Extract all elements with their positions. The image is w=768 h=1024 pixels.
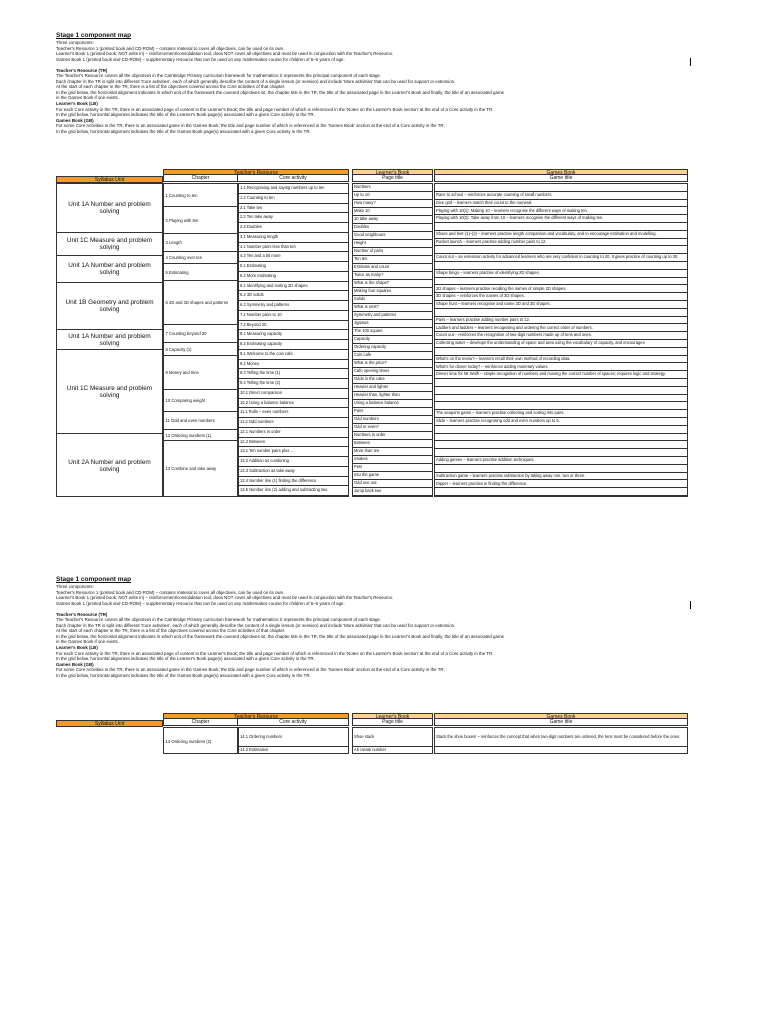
- chapter-cell: 13 Combine and take away: [164, 441, 237, 497]
- syllabus-unit-column: [56, 183, 163, 497]
- game-title-row: [435, 747, 687, 754]
- intro-heading: Learner's Book (LB): [56, 100, 98, 106]
- game-title-row: [435, 434, 687, 442]
- intro-line: In the grid below, the horizontal alignment indicates in which unit of the framework the covered objectives sit, the chapter title in the TR, the title of the associated page in the Learner's Book and finally, the title of an associated game: [56, 633, 505, 639]
- intro-line: In the grid below, the horizontal alignment indicates in which unit of the framework the covered objectives sit, the chapter title in the TR, the title of the associated page in the Learner's Book and finally, the title of an associated game: [56, 89, 505, 95]
- syllabus-unit-cell: Unit 1A Number and problem solving: [57, 256, 162, 283]
- learners-book-label: Learner's Book: [352, 169, 433, 175]
- chapter-cell: 5 Estimating: [164, 264, 237, 281]
- core-activity-row: 7.1 Number pairs to 10: [239, 311, 348, 321]
- intro-line: For each Core activity in the TR, there is an associated page of content in the Learner's Book; the title and page number of which is referenced in the 'Notes on the Learner's Book section' at the end of a Core activity in the TR.: [56, 106, 494, 112]
- game-title-row: [435, 223, 687, 231]
- core-activity-row: 2.2 Ten take away: [239, 213, 348, 223]
- chapter-header: Chapter: [163, 175, 238, 182]
- intro-line: in the Games Book if one exists.: [56, 639, 119, 645]
- core-activity-row: 6.2 3D solids: [239, 291, 348, 301]
- learners-book-header: [352, 169, 433, 182]
- game-title-row: [435, 309, 687, 317]
- chapter-cell: 9 Money and time: [164, 356, 237, 390]
- game-title-row: Dinner time for Mr Wolf! – simple recognition of numbers and moving the correct number of spaces; requires logic and strategy.: [435, 371, 687, 379]
- game-title-row: 3D shapes – reinforces the names of 3D shapes.: [435, 293, 687, 301]
- core-activity-row: 8.1 Measuring capacity: [239, 330, 348, 340]
- intro-line: Teacher's Resource 1 (printed book and CD-ROM) – contains material to cover all objectives, can be used on its own.: [56, 45, 285, 51]
- page-title-row: More than ten: [353, 448, 432, 456]
- syllabus-unit-cell: Unit 1C Measure and problem solving: [57, 233, 162, 256]
- game-title-row: [435, 426, 687, 434]
- syllabus-unit-cell: Unit 1C Measure and problem solving: [57, 350, 162, 434]
- core-activity-row: 1.2 Counting to ten: [239, 194, 348, 204]
- intro-line: Learner's Book 1 (printed book; NOT write in) – reinforcement/consolidation tool, does NOT cover all objectives and must be used in conjunction with the Teacher's Resource.: [56, 51, 394, 57]
- core-activity-row: 13.5 Number line (2) adding and subtracting two: [239, 486, 348, 496]
- game-title-row: [435, 441, 687, 449]
- games-book-label: Games Book: [434, 169, 688, 175]
- game-title-row: Slide – learners practise recognising odd and even numbers up to 6.: [435, 418, 687, 426]
- page-title-row: Number of pairs: [353, 248, 432, 256]
- intro-line: Learner's Book 1 (printed book; NOT write in) – reinforcement/consolidation tool, does NOT cover all objectives and must be used in conjunction with the Teacher's Resource.: [56, 595, 394, 601]
- game-title-row: Shoes and feet (1)–(2) – learners practise length comparison and vocabulary, and to encourage estimation and modelling.: [435, 231, 687, 239]
- intro-line: in the Games Book if one exists.: [56, 95, 119, 101]
- page-title-row: The 100 square: [353, 328, 432, 336]
- page-title-row: Odd numbers: [353, 416, 432, 424]
- page-title-row: Odd or even?: [353, 424, 432, 432]
- page-title-row: Shoe stack: [353, 728, 432, 747]
- game-title-header-2: Game title: [434, 719, 688, 726]
- core-activity-row: 9.1 Welcome to the coin cafe: [239, 350, 348, 360]
- intro-heading: Teacher's Resource (TR): [56, 611, 108, 617]
- intro-line: For some Core Activities in the TR, there is an associated game in the Games Book; the title and page number of which is referenced in the 'Games Book' section at the end of a Core activity in the TR.: [56, 123, 445, 129]
- page-title-row: Pets: [353, 464, 432, 472]
- core-activity-row: 8.2 Estimating capacity: [239, 340, 348, 350]
- game-title-row: 2D shapes – learners practise recalling the names of simple 2D shapes.: [435, 285, 687, 293]
- game-title-row: The seaports game – learners practise collecting and sorting into pairs.: [435, 410, 687, 418]
- page-title-row: Snakes: [353, 456, 432, 464]
- core-activity-row: 3.1 Measuring length: [239, 233, 348, 243]
- page-title-row: Symmetry and patterns: [353, 312, 432, 320]
- syllabus-unit-cell: Unit 1A Number and problem solving: [57, 330, 162, 350]
- page-title-row: Into the game: [353, 472, 432, 480]
- teachers-resource-header: [163, 169, 349, 182]
- chapter-cell: 10 Comparing weight: [164, 390, 237, 412]
- core-activity-row: 14.1 Ordering numbers: [239, 728, 348, 747]
- game-title-row: [435, 278, 687, 286]
- game-title-row: Race to school – reinforces accurate counting of small numbers.: [435, 192, 687, 200]
- game-title-row: Collecting water – develops the understanding of space and area using the vocabulary of capacity, and encourages: [435, 340, 687, 348]
- game-title-header: Game title: [434, 175, 688, 182]
- core-activity-row: 12.1 Numbers in order: [239, 428, 348, 438]
- learners-book-header-2: [352, 713, 433, 726]
- page-title: Stage 1 component map: [56, 32, 132, 39]
- game-title-row: Playing with 10(1): Making 10 – learners recognise the different ways of making ten.: [435, 207, 687, 215]
- page-title-row: Capacity: [353, 336, 432, 344]
- component-map-page-2: [0, 574, 768, 774]
- chapter-cell: 11 Odd and even numbers: [164, 412, 237, 430]
- game-title-row: Pairs – learners practise adding number pairs to 12.: [435, 317, 687, 325]
- chapter-column: [163, 183, 238, 497]
- core-activity-row: 9.2 Money: [239, 360, 348, 370]
- intro-line: For each Core activity in the TR, there is an associated page of content in the Learner's Book; the title and page number of which is referenced in the 'Notes on the Learner's Book section' at the end of a Core activity in the TR.: [56, 650, 494, 656]
- chapter-cell: 4 Counting over ten: [164, 252, 237, 264]
- core-activity-row: 12.2 Between: [239, 438, 348, 448]
- core-activity-row: 5.1 Estimating: [239, 262, 348, 272]
- intro-line: In the grid below, horizontal alignment indicates the title of the Games Book page(s) associated with a given Core activity in the TR.: [56, 672, 311, 678]
- chapter-cell: 6 2D and 3D shapes and patterns: [164, 281, 237, 325]
- page-title-row: Estimate and count: [353, 264, 432, 272]
- core-activity-row: 11.1 Rolls – even numbers: [239, 408, 348, 418]
- page-title-row: Jump back two: [353, 488, 432, 496]
- page-title-row: Making four squares: [353, 288, 432, 296]
- intro-line: Each chapter in the TR is split into different 'Core activities', each of which generally describe the content of a single lesson (or session) and include 'More activities' that can be used for support or extension.: [56, 622, 456, 628]
- intro-heading: Games Book (GB): [56, 117, 94, 123]
- game-title-row: Count out – an extension activity for advanced learners who are very confident in counting to 20. It gives practice of counting up to 30.: [435, 254, 687, 262]
- game-title-row: [435, 488, 687, 496]
- chapter-cell: 3 Length: [164, 234, 237, 252]
- page-title-row: All create number: [354, 747, 387, 753]
- chapter-cell: 12 Ordering numbers (1): [164, 430, 237, 441]
- page-title-row: Ordering capacity: [353, 344, 432, 352]
- core-activity-row: 6.1 Identifying and sorting 2D shapes: [239, 282, 348, 292]
- game-title-row: [435, 184, 687, 192]
- page-title-row: Jigsaws: [353, 320, 432, 328]
- core-activity-header: Core activity: [238, 175, 349, 182]
- intro-line: The Teacher's Resource covers all the objectives in the Cambridge Primary curriculum framework for mathematics; it represents the principal component of each stage.: [56, 617, 382, 623]
- game-title-column-2: [434, 727, 688, 754]
- page-title-row: Make 10: [353, 208, 432, 216]
- intro-line: The Teacher's Resource covers all the objectives in the Cambridge Primary curriculum framework for mathematics; it represents the principal component of each stage.: [56, 73, 382, 79]
- chapter-cell: 7 Counting beyond 20: [164, 325, 237, 343]
- syllabus-unit-cell: Unit 1B Geometry and problem solving: [57, 283, 162, 330]
- page-title-row: Ten ten: [353, 256, 432, 264]
- core-activity-column-2: [238, 727, 349, 754]
- syllabus-unit-header-2: Syllabus Unit: [56, 720, 163, 727]
- game-title-row: Shape hunt – learners recognise and name 2D and 3D shapes.: [435, 301, 687, 309]
- intro-line: At the start of each chapter in the TR, there is a list of the objectives covered across the Core activities of that chapter.: [56, 84, 286, 90]
- core-activity-row: 1.1 Recognising and saying numbers up to ten: [239, 184, 348, 194]
- intro-line: In the grid below, horizontal alignment indicates the title of the Learner's Book page(s) associated with a given Core activity in the TR.: [56, 112, 315, 118]
- game-title-row: Subtraction game – learners practise subtraction by taking away one, two or three.: [435, 473, 687, 481]
- page-title-header-2: Page title: [352, 719, 433, 726]
- intro-line: In the grid below, horizontal alignment indicates the title of the Games Book page(s) associated with a given Core activity in the TR.: [56, 128, 311, 134]
- game-title-row: Dipper – learners practise in finding the difference.: [435, 480, 687, 488]
- page-title-row: Heavier than, lighter than: [353, 392, 432, 400]
- games-book-header-2: [434, 713, 688, 726]
- page-title-row: Up to 10: [353, 192, 432, 200]
- page-title-row: Height: [353, 240, 432, 248]
- game-title-row: [435, 402, 687, 410]
- game-title-row: Rocket launch – learners practise adding number pairs to 12.: [435, 239, 687, 247]
- core-activity-row: 13.4 Number line (1) finding the difference: [239, 477, 348, 487]
- games-book-header: [434, 169, 688, 182]
- core-activity-row: 13.2 Addition as combining: [239, 457, 348, 467]
- core-activity-row: 9.3 Telling the time (1): [239, 369, 348, 379]
- intro-heading: Teacher's Resource (TR): [56, 67, 108, 73]
- page-title-row: Solids: [353, 296, 432, 304]
- core-activity-row: 6.3 Symmetry and patterns: [239, 301, 348, 311]
- intro-line: Games Book 1 (printed book and CD-ROM) – supplementary resource that can be used on any mathematics course for children of 5–6 years of age.: [56, 56, 345, 62]
- game-title-row: [435, 379, 687, 387]
- page-title-row: Using a balance balance: [353, 400, 432, 408]
- core-activity-row: 2.1 Take ten: [239, 204, 348, 214]
- intro-line: Three components:: [56, 584, 94, 589]
- game-title-row: Adding games – learners practise addition techniques.: [435, 457, 687, 465]
- game-title-row: [435, 387, 687, 395]
- page-title-column-2: [352, 727, 433, 754]
- intro-line: At the start of each chapter in the TR, there is a list of the objectives covered across the Core activities of that chapter.: [56, 628, 286, 634]
- page-title-row: Coin cafe: [353, 352, 432, 360]
- chapter-cell: 1 Counting to ten: [164, 184, 237, 207]
- game-title-row: Dice grid – learners match their count to the numeral.: [435, 200, 687, 208]
- intro-heading: Learner's Book (LB): [56, 644, 98, 650]
- intro-text: [56, 40, 706, 134]
- intro-line: Teacher's Resource 1 (printed book and CD-ROM) – contains material to cover all objectives, can be used on its own.: [56, 589, 285, 595]
- teachers-resource-label-2: Teacher's Resource: [163, 713, 349, 719]
- page-title-row: What is the shape?: [353, 280, 432, 288]
- game-title-row: Ladders and ladders – learners recognising and ordering the correct order of numbers.: [435, 324, 687, 332]
- page-title-row: 10 take away: [353, 216, 432, 224]
- page-title-row: Cafe opening times: [353, 368, 432, 376]
- margin-mark: [690, 58, 691, 66]
- syllabus-unit-cell: Unit 1A Number and problem solving: [57, 184, 162, 233]
- intro-line: Games Book 1 (printed book and CD-ROM) – supplementary resource that can be used on any mathematics course for children of 5–6 years of age.: [56, 600, 345, 606]
- page-title-row: Between: [353, 440, 432, 448]
- core-activity-row: 4.2 Ten and a bit more: [239, 252, 348, 262]
- page-title-row: What is the price?: [353, 360, 432, 368]
- games-book-label-2: Games Book: [434, 713, 688, 719]
- core-activity-row: 2.3 Doubles: [239, 223, 348, 233]
- game-title-row: [435, 395, 687, 403]
- core-activity-header-2: Core activity: [238, 719, 349, 726]
- page-title-2: Stage 1 component map: [56, 576, 132, 583]
- intro-text-2: [56, 584, 706, 678]
- page-title-row: Pairs: [353, 408, 432, 416]
- core-activity-row: 13.3 Subtraction as take away: [239, 467, 348, 477]
- page-title-row: Doubles: [353, 224, 432, 232]
- intro-line: Each chapter in the TR is split into different 'Core activities', each of which generally describe the content of a single lesson (or session) and include 'More activities' that can be used for support or extension.: [56, 78, 456, 84]
- core-activity-row: 14.2 Estimation: [240, 747, 269, 753]
- game-title-row: Stack the shoe boxes! – reinforces the concept that when two-digit numbers are ordered, the tens must be considered before the ones.: [435, 728, 687, 747]
- game-title-row: [435, 348, 687, 356]
- core-activity-row: 7.2 Beyond 20: [239, 321, 348, 331]
- core-activity-column: [238, 183, 349, 497]
- page-title-row: What is next?: [353, 304, 432, 312]
- chapter-header-2: Chapter: [163, 719, 238, 726]
- core-activity-row: 10.1 Direct comparison: [239, 389, 348, 399]
- core-activity-row: 13.1 Ten number pairs plus ...: [239, 447, 348, 457]
- game-title-row: [435, 262, 687, 270]
- page-title-header: Page title: [352, 175, 433, 182]
- intro-line: For some Core Activities in the TR, there is an associated game in the Games Book; the title and page number of which is referenced in the 'Games Book' section at the end of a Core activity in the TR.: [56, 667, 445, 673]
- page-title-row: Odd one out: [353, 480, 432, 488]
- game-title-row: Shape bingo – learners practise of identifying 2D shapes.: [435, 270, 687, 278]
- chapter-cell: 2 Playing with ten: [164, 207, 237, 234]
- intro-line: In the grid below, horizontal alignment indicates the title of the Learner's Book page(s) associated with a given Core activity in the TR.: [56, 656, 315, 662]
- teachers-resource-label: Teacher's Resource: [163, 169, 349, 175]
- game-title-row: What's on the menu? – learners recall their own method of recording data.: [435, 356, 687, 364]
- game-title-row: Count out – reinforces the recognition of two-digit numbers made up of tens and ones.: [435, 332, 687, 340]
- core-activity-row: 5.2 More estimating: [239, 272, 348, 282]
- margin-mark-2: [690, 601, 691, 609]
- page-title-row: Odds in the cake: [353, 376, 432, 384]
- page-title-row: Numbers: [353, 184, 432, 192]
- page-title-row: Good neighbours: [353, 232, 432, 240]
- game-title-row: [435, 449, 687, 457]
- chapter-cell: 14 Ordering numbers (2): [165, 738, 212, 744]
- game-title-row: What's for dinner today? – reinforces adding monetary values.: [435, 363, 687, 371]
- core-activity-row: 9.4 Telling the time (2): [239, 379, 348, 389]
- chapter-cell: 8 Capacity (1): [164, 343, 237, 356]
- intro-heading: Games Book (GB): [56, 661, 94, 667]
- learners-book-label-2: Learner's Book: [352, 713, 433, 719]
- page-title-row: Heavier and lighter: [353, 384, 432, 392]
- core-activity-row: 10.2 Using a balance balance: [239, 399, 348, 409]
- syllabus-unit-cell: Unit 2A Number and problem solving: [68, 459, 151, 473]
- syllabus-unit-header: Syllabus Unit: [56, 176, 163, 183]
- page-title-row: Numbers in order: [353, 432, 432, 440]
- page-title-row: Twice as many?: [353, 272, 432, 280]
- intro-line: Three components:: [56, 40, 94, 45]
- teachers-resource-header-2: [163, 713, 349, 726]
- game-title-row: [435, 246, 687, 254]
- game-title-column: [434, 183, 688, 497]
- core-activity-row: 4.1 Number pairs less than ten: [239, 243, 348, 253]
- game-title-row: Playing with 10(2): Take away from 10 – learners recognise the different ways of making ten.: [435, 215, 687, 223]
- page-title-column: [352, 183, 433, 497]
- game-title-row: [435, 465, 687, 473]
- chapter-column-2: [163, 727, 238, 754]
- core-activity-row: 11.2 Odd numbers: [239, 418, 348, 428]
- page-title-row: How many?: [353, 200, 432, 208]
